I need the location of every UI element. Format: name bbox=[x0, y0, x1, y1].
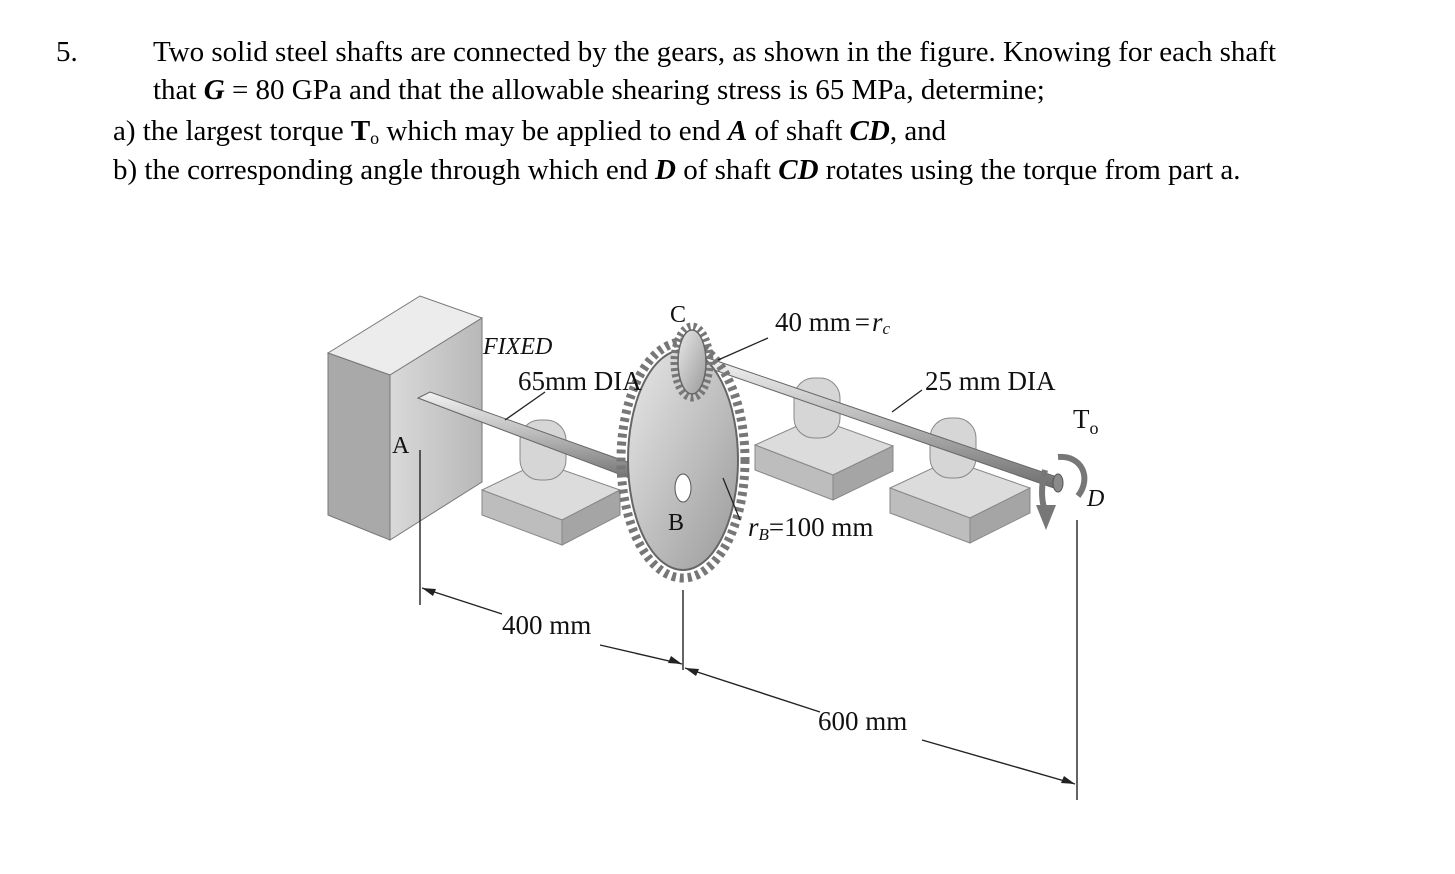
question-b: b) the corresponding angle through which end D of shaft CD rotates using the torque from part a. bbox=[113, 154, 1241, 186]
label-d: D bbox=[1087, 486, 1105, 512]
gear-c bbox=[674, 326, 710, 398]
label-600mm: 600 mm bbox=[818, 706, 908, 736]
fixed-wall bbox=[328, 296, 482, 540]
label-65mm-dia: 65mm DIA bbox=[518, 366, 642, 396]
label-25mm-dia: 25 mm DIA bbox=[925, 366, 1056, 396]
label-c: C bbox=[670, 302, 687, 328]
question-a: a) the largest torque $T_o$ which may be applied to end A of shaft CD, and bbox=[113, 115, 947, 148]
bearing-support-2 bbox=[755, 378, 893, 500]
problem-line-2: that G = 80 GPa and that the allowable shearing stress is 65 MPa, determine; bbox=[153, 74, 1045, 106]
torque-arrow bbox=[1036, 457, 1084, 530]
label-fixed: FIXED bbox=[483, 334, 553, 360]
problem-line-1: Two solid steel shafts are connected by the gears, as shown in the figure. Knowing for each shaft bbox=[153, 36, 1276, 68]
label-400mm: 400 mm bbox=[502, 610, 592, 640]
label-rc: 40 mm =rc bbox=[775, 307, 891, 338]
label-b: B bbox=[668, 510, 685, 536]
label-rb: rB=100 mm bbox=[748, 512, 874, 544]
label-to: $T_o$ bbox=[1073, 404, 1099, 438]
problem-number: 5. bbox=[56, 36, 78, 68]
label-a: A bbox=[392, 433, 410, 459]
